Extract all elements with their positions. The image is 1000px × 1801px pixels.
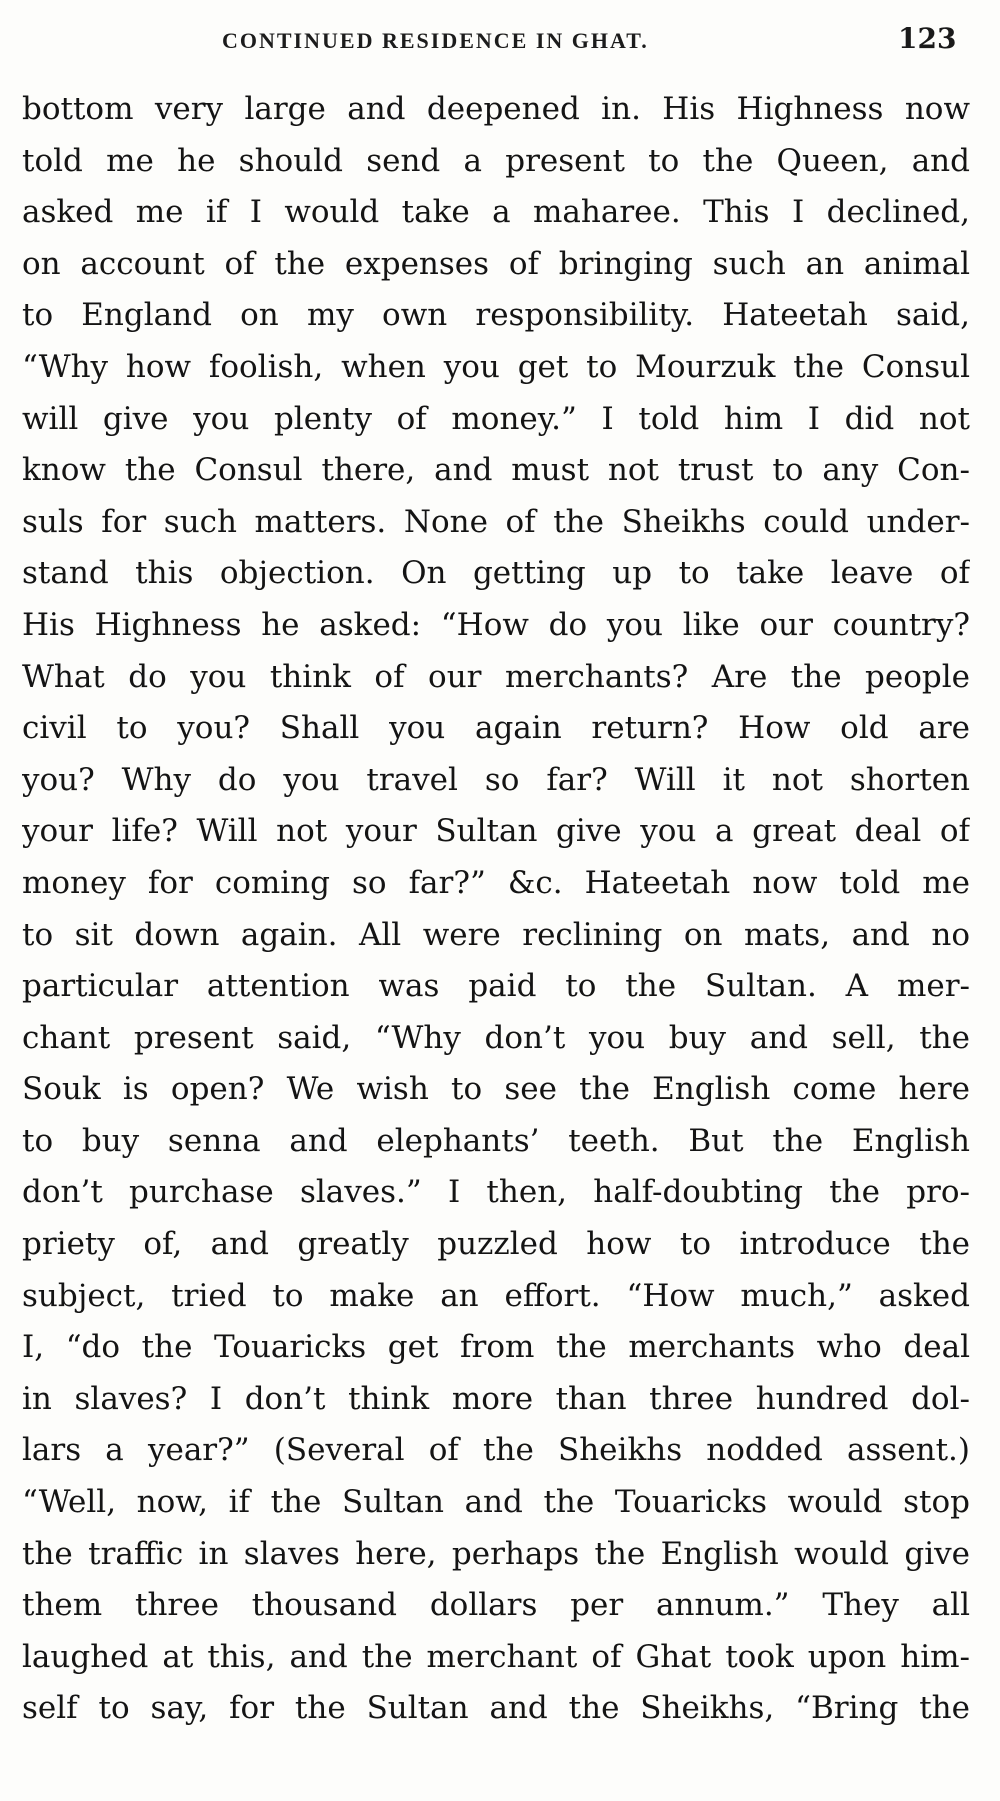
text-line: “Why how foolish, when you get to Mourzuk the Consul <box>22 348 970 385</box>
text-line: bottom very large and deepened in. His Highness now <box>22 91 970 127</box>
text-line: your life? Will not your Sultan give you a great deal of <box>22 813 970 850</box>
running-title: CONTINUED RESIDENCE IN GHAT. <box>222 28 649 53</box>
text-line: will give you plenty of money.” I told him I did not <box>22 400 970 437</box>
text-line: laughed at this, and the merchant of Ghat took upon him- <box>22 1638 970 1675</box>
text-line: subject, tried to make an effort. “How much,” asked <box>22 1277 970 1314</box>
text-line: priety of, and greatly puzzled how to introduce the <box>22 1226 970 1263</box>
text-line: particular attention was paid to the Sultan. A mer- <box>22 968 970 1005</box>
text-line: to sit down again. All were reclining on mats, and no <box>22 916 970 953</box>
text-line: on account of the expenses of bringing such an animal <box>22 245 970 282</box>
text-line: lars a year?” (Several of the Sheikhs nodded assent.) <box>22 1432 970 1469</box>
text-line: the traffic in slaves here, perhaps the English would give <box>22 1535 970 1572</box>
text-line: self to say, for the Sultan and the Sheikhs, “Bring the <box>22 1690 970 1727</box>
text-line: to England on my own responsibility. Hateetah said, <box>22 297 970 334</box>
running-head <box>0 22 1000 62</box>
text-line: suls for such matters. None of the Sheikhs could under- <box>22 503 970 540</box>
text-line: don’t purchase slaves.” I then, half-doubting the pro- <box>22 1174 970 1211</box>
text-line: in slaves? I don’t think more than three hundred dol- <box>22 1380 970 1417</box>
text-line: stand this objection. On getting up to take leave of <box>22 555 970 592</box>
text-line: money for coming so far?” &c. Hateetah now told me <box>22 864 970 901</box>
text-line: you? Why do you travel so far? Will it not shorten <box>22 761 970 798</box>
page-number: 123 <box>898 22 957 55</box>
text-line: I, “do the Touaricks get from the merchants who deal <box>22 1329 970 1366</box>
text-line: to buy senna and elephants’ teeth. But the English <box>22 1122 970 1159</box>
text-line: them three thousand dollars per annum.” They all <box>22 1587 970 1624</box>
text-line: His Highness he asked: “How do you like our country? <box>22 606 970 643</box>
text-line: asked me if I would take a maharee. This I declined, <box>22 194 970 231</box>
body-text <box>22 84 972 1735</box>
text-line: told me he should send a present to the Queen, and <box>22 142 970 179</box>
text-line: chant present said, “Why don’t you buy and sell, the <box>22 1019 970 1056</box>
text-line: “Well, now, if the Sultan and the Touaricks would stop <box>22 1484 970 1521</box>
text-line: civil to you? Shall you again return? How old are <box>22 710 970 747</box>
text-line: What do you think of our merchants? Are the people <box>22 658 970 695</box>
text-line: know the Consul there, and must not trust to any Con- <box>22 452 970 489</box>
text-line: Souk is open? We wish to see the English come here <box>22 1071 970 1108</box>
